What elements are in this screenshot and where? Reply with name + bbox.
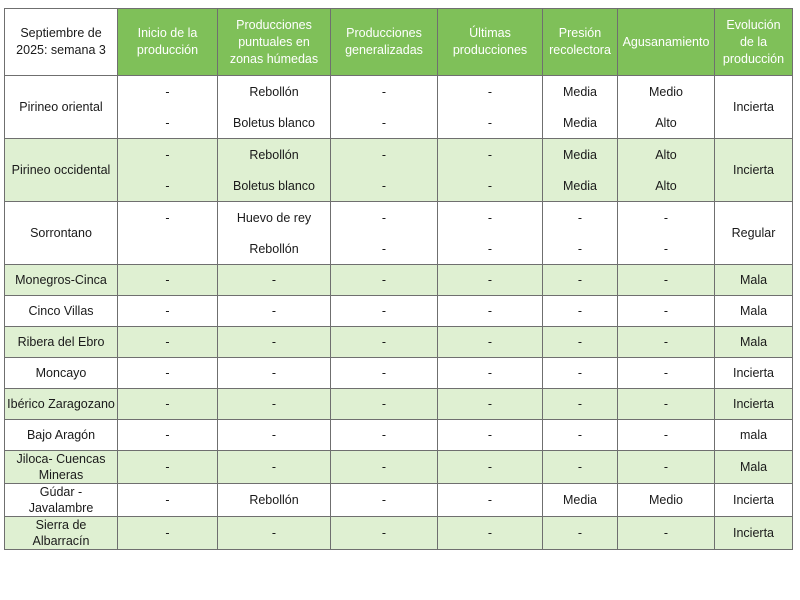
table-row — [5, 233, 793, 265]
agusanamiento-cell: Alto — [618, 139, 715, 171]
agusanamiento-cell: - — [618, 517, 715, 550]
agusanamiento-cell: - — [618, 358, 715, 389]
agusanamiento-cell: Medio — [618, 484, 715, 517]
puntuales-cell: Rebollón — [218, 139, 331, 171]
ultimas-cell: - — [438, 420, 543, 451]
header-line: producción — [136, 43, 199, 57]
zone-name: Gúdar - — [39, 485, 83, 499]
inicio-cell: - — [118, 451, 218, 484]
puntuales-cell: - — [218, 451, 331, 484]
header-line: Presión — [558, 26, 602, 40]
zone-name-cell — [5, 296, 118, 327]
presion-cell: - — [543, 358, 618, 389]
zone-name: Moncayo — [35, 366, 87, 380]
header-evolucion — [715, 9, 793, 76]
table-row — [5, 420, 793, 451]
inicio-cell: - — [118, 420, 218, 451]
header-line: Producciones — [236, 17, 312, 32]
table-row — [5, 202, 793, 234]
puntuales-cell: Boletus blanco — [218, 170, 331, 202]
table-row — [5, 139, 793, 171]
zone-name-cell — [5, 76, 118, 139]
zone-name: Cinco Villas — [28, 304, 94, 318]
generalizadas-cell: - — [331, 484, 438, 517]
table-row — [5, 358, 793, 389]
zone-name: Javalambre — [28, 501, 94, 515]
header-corner — [5, 9, 118, 76]
table-row — [5, 265, 793, 296]
presion-cell: - — [543, 233, 618, 265]
puntuales-cell: - — [218, 517, 331, 550]
header-line: Inicio de la — [137, 26, 198, 40]
agusanamiento-cell: - — [618, 265, 715, 296]
header-corner-line: Septiembre de — [20, 26, 102, 40]
zone-name-cell — [5, 420, 118, 451]
zone-name-cell — [5, 358, 118, 389]
zone-name-cell — [5, 451, 118, 484]
agusanamiento-cell: - — [618, 202, 715, 234]
ultimas-cell: - — [438, 451, 543, 484]
header-puntuales — [218, 9, 331, 76]
header-row — [5, 9, 793, 76]
presion-cell: - — [543, 389, 618, 420]
puntuales-cell: Rebollón — [218, 233, 331, 265]
table-row — [5, 484, 793, 517]
ultimas-cell: - — [438, 139, 543, 171]
generalizadas-cell: - — [331, 139, 438, 171]
generalizadas-cell: - — [331, 420, 438, 451]
evolution-cell: Incierta — [715, 484, 793, 517]
puntuales-cell: - — [218, 296, 331, 327]
ultimas-cell: - — [438, 484, 543, 517]
inicio-cell: - — [118, 202, 218, 234]
generalizadas-cell: - — [331, 107, 438, 139]
evolution-cell: Regular — [715, 202, 793, 265]
puntuales-cell: - — [218, 327, 331, 358]
inicio-cell: - — [118, 265, 218, 296]
agusanamiento-cell: - — [618, 389, 715, 420]
presion-cell: Media — [543, 484, 618, 517]
header-line: producción — [722, 51, 785, 66]
header-inicio — [118, 9, 218, 76]
evolution-cell: Mala — [715, 327, 793, 358]
zone-name: Bajo Aragón — [26, 428, 96, 442]
generalizadas-cell: - — [331, 233, 438, 265]
inicio-cell: - — [118, 76, 218, 108]
presion-cell: - — [543, 420, 618, 451]
agusanamiento-cell: - — [618, 233, 715, 265]
zone-name-cell — [5, 327, 118, 358]
ultimas-cell: - — [438, 202, 543, 234]
zone-name: Pirineo oriental — [19, 100, 103, 114]
ultimas-cell: - — [438, 296, 543, 327]
inicio-cell: - — [118, 517, 218, 550]
header-presion — [543, 9, 618, 76]
header-line: Evolución — [726, 17, 781, 32]
header-ultimas — [438, 9, 543, 76]
mushroom-production-table — [4, 8, 793, 550]
ultimas-cell: - — [438, 107, 543, 139]
table-row — [5, 327, 793, 358]
zone-name-cell — [5, 389, 118, 420]
zone-name: Mineras — [38, 468, 84, 482]
generalizadas-cell: - — [331, 76, 438, 108]
table-body — [5, 76, 793, 550]
table-row — [5, 517, 793, 550]
header-line: Últimas — [469, 26, 511, 40]
puntuales-cell: Boletus blanco — [218, 107, 331, 139]
presion-cell: Media — [543, 139, 618, 171]
evolution-cell: Mala — [715, 265, 793, 296]
presion-cell: - — [543, 202, 618, 234]
zone-name: Pirineo occidental — [11, 163, 111, 177]
ultimas-cell: - — [438, 517, 543, 550]
header-line: Producciones — [346, 26, 422, 40]
ultimas-cell: - — [438, 389, 543, 420]
generalizadas-cell: - — [331, 451, 438, 484]
agusanamiento-cell: Medio — [618, 76, 715, 108]
zone-name: Ribera del Ebro — [17, 335, 105, 349]
table-row — [5, 170, 793, 202]
header-line: zonas húmedas — [229, 51, 319, 66]
generalizadas-cell: - — [331, 327, 438, 358]
inicio-cell: - — [118, 484, 218, 517]
inicio-cell: - — [118, 389, 218, 420]
puntuales-cell: - — [218, 420, 331, 451]
zone-name-cell — [5, 484, 118, 517]
presion-cell: Media — [543, 107, 618, 139]
zone-name-cell — [5, 265, 118, 296]
table-row — [5, 389, 793, 420]
ultimas-cell: - — [438, 327, 543, 358]
evolution-cell: Incierta — [715, 358, 793, 389]
zone-name-cell — [5, 202, 118, 265]
inicio-cell: - — [118, 139, 218, 171]
presion-cell: Media — [543, 170, 618, 202]
agusanamiento-cell: - — [618, 451, 715, 484]
zone-name: Monegros-Cinca — [15, 273, 107, 287]
puntuales-cell: Huevo de rey — [218, 202, 331, 234]
puntuales-cell: Rebollón — [218, 76, 331, 108]
puntuales-cell: - — [218, 358, 331, 389]
ultimas-cell: - — [438, 76, 543, 108]
generalizadas-cell: - — [331, 358, 438, 389]
puntuales-cell: Rebollón — [218, 484, 331, 517]
presion-cell: - — [543, 327, 618, 358]
header-agusanamiento — [618, 9, 715, 76]
agusanamiento-cell: - — [618, 327, 715, 358]
evolution-cell: Incierta — [715, 139, 793, 202]
evolution-cell: Mala — [715, 451, 793, 484]
header-generalizadas — [331, 9, 438, 76]
evolution-cell: Incierta — [715, 517, 793, 550]
generalizadas-cell: - — [331, 389, 438, 420]
zone-name: Sorrontano — [30, 226, 92, 240]
evolution-cell: Incierta — [715, 76, 793, 139]
agusanamiento-cell: - — [618, 296, 715, 327]
generalizadas-cell: - — [331, 517, 438, 550]
generalizadas-cell: - — [331, 296, 438, 327]
evolution-cell: Mala — [715, 296, 793, 327]
zone-name: Sierra de — [35, 518, 87, 532]
zone-name: Jiloca- Cuencas — [16, 452, 106, 466]
inicio-cell — [118, 233, 218, 265]
generalizadas-cell: - — [331, 265, 438, 296]
presion-cell: - — [543, 265, 618, 296]
inicio-cell: - — [118, 327, 218, 358]
presion-cell: - — [543, 517, 618, 550]
puntuales-cell: - — [218, 265, 331, 296]
presion-cell: - — [543, 451, 618, 484]
header-line: Agusanamiento — [622, 34, 710, 49]
ultimas-cell: - — [438, 170, 543, 202]
header-corner-line: 2025: semana 3 — [16, 43, 106, 57]
header-line: recolectora — [549, 43, 611, 57]
zone-name-cell — [5, 517, 118, 550]
evolution-cell: Incierta — [715, 389, 793, 420]
table-row — [5, 296, 793, 327]
inicio-cell: - — [118, 358, 218, 389]
zone-name-cell — [5, 139, 118, 202]
header-line: puntuales en — [238, 34, 310, 49]
agusanamiento-cell: Alto — [618, 107, 715, 139]
table-row — [5, 76, 793, 108]
ultimas-cell: - — [438, 358, 543, 389]
table-row — [5, 107, 793, 139]
generalizadas-cell: - — [331, 202, 438, 234]
generalizadas-cell: - — [331, 170, 438, 202]
table-row — [5, 451, 793, 484]
ultimas-cell: - — [438, 265, 543, 296]
agusanamiento-cell: Alto — [618, 170, 715, 202]
zone-name: Albarracín — [32, 534, 90, 548]
presion-cell: - — [543, 296, 618, 327]
ultimas-cell: - — [438, 233, 543, 265]
header-line: producciones — [452, 43, 528, 57]
evolution-cell: mala — [715, 420, 793, 451]
presion-cell: Media — [543, 76, 618, 108]
inicio-cell: - — [118, 107, 218, 139]
inicio-cell: - — [118, 170, 218, 202]
inicio-cell: - — [118, 296, 218, 327]
agusanamiento-cell: - — [618, 420, 715, 451]
header-line: generalizadas — [345, 43, 423, 57]
header-line: de la — [739, 34, 768, 49]
zone-name: Ibérico Zaragozano — [7, 397, 115, 411]
puntuales-cell: - — [218, 389, 331, 420]
